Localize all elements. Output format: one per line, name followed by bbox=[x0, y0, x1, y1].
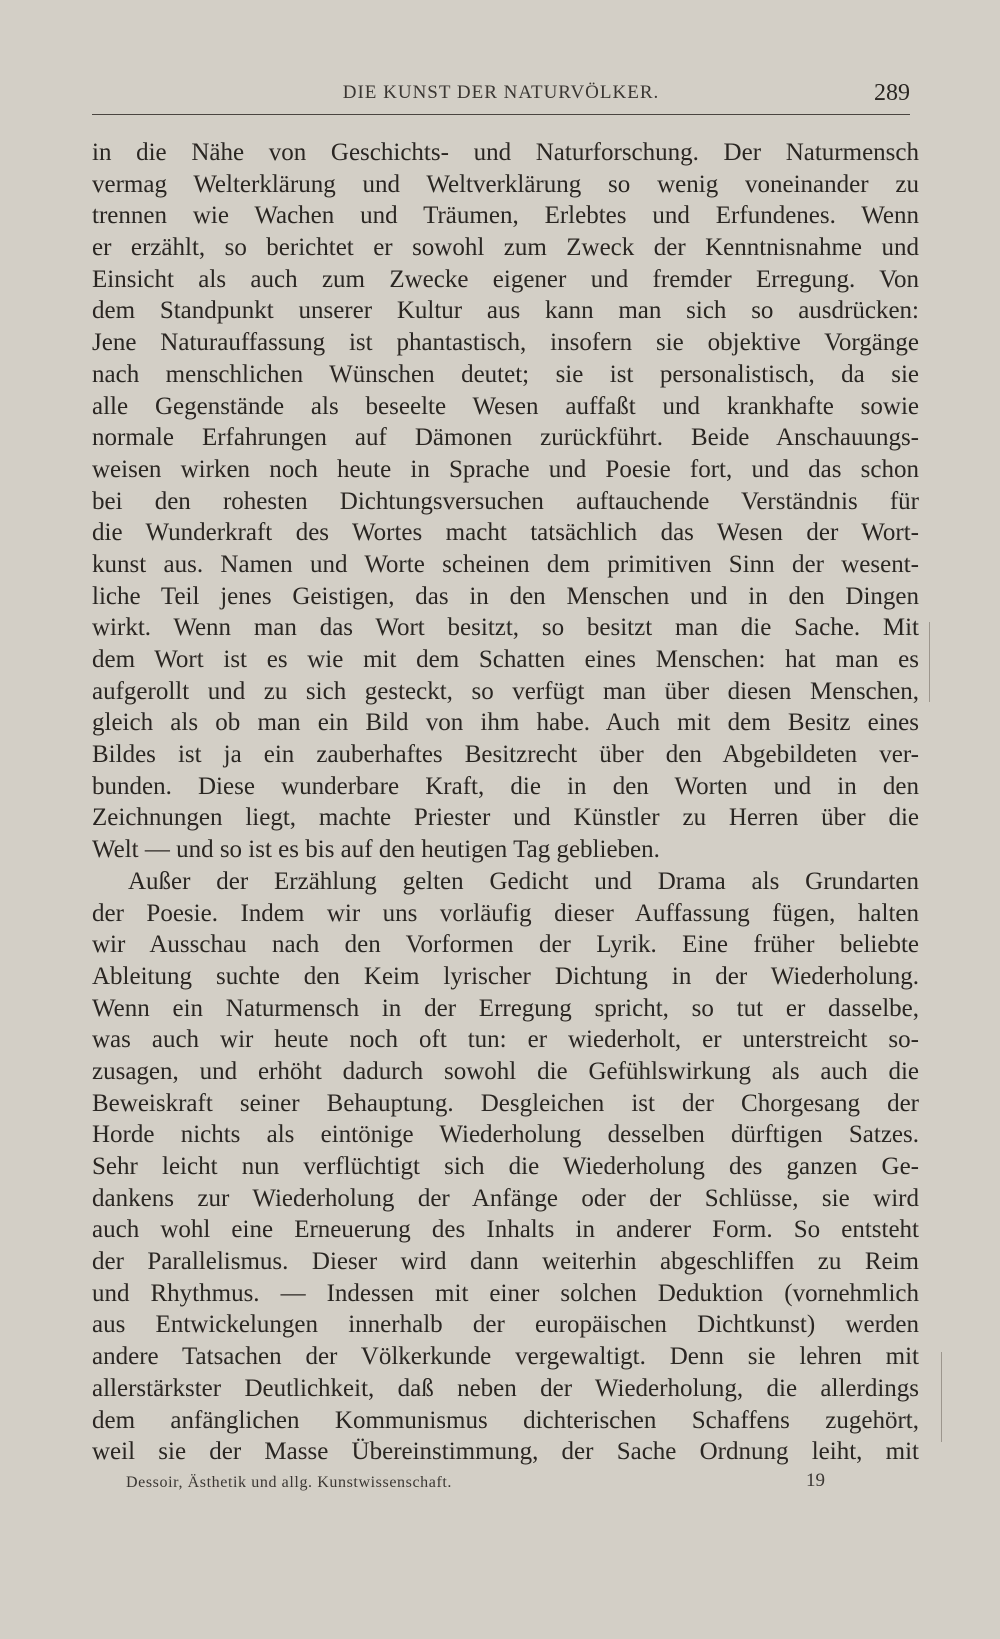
text-line: alle Gegenstände als beseelte Wesen auffaßt und krankhafte sowie bbox=[92, 392, 919, 420]
text-line: aufgerollt und zu sich gesteckt, so verfügt man über diesen Menschen, bbox=[92, 677, 919, 705]
text-line: allerstärkster Deutlichkeit, daß neben der Wiederholung, die allerdings bbox=[92, 1374, 919, 1402]
running-head bbox=[92, 76, 910, 115]
page-number: 289 bbox=[874, 80, 910, 106]
text-line: gleich als ob man ein Bild von ihm habe. Auch mit dem Besitz eines bbox=[92, 709, 919, 737]
margin-mark bbox=[941, 1352, 942, 1442]
text-line: der Parallelismus. Dieser wird dann weiterhin abgeschliffen zu Reim bbox=[92, 1248, 919, 1276]
signature-mark: 19 bbox=[806, 1470, 825, 1491]
text-line: Beweiskraft seiner Behauptung. Desgleichen ist der Chorgesang der bbox=[92, 1089, 919, 1117]
text-line: Einsicht als auch zum Zwecke eigener und fremder Erregung. Von bbox=[92, 265, 919, 293]
text-line: Bildes ist ja ein zauberhaftes Besitzrecht über den Abgebildeten ver- bbox=[92, 741, 919, 769]
text-line: weil sie der Masse Übereinstimmung, der Sache Ordnung leiht, mit bbox=[92, 1438, 919, 1466]
text-line: was auch wir heute noch oft tun: er wiederholt, er unterstreicht so- bbox=[92, 1026, 919, 1054]
text-line: vermag Welterklärung und Weltverklärung so wenig voneinander zu bbox=[92, 170, 919, 198]
text-line: Wenn ein Naturmensch in der Erregung spricht, so tut er dasselbe, bbox=[92, 994, 919, 1022]
text-line: Horde nichts als eintönige Wiederholung desselben dürftigen Satzes. bbox=[92, 1121, 919, 1149]
text-line: normale Erfahrungen auf Dämonen zurückführt. Beide Anschauungs- bbox=[92, 424, 919, 452]
text-line: dankens zur Wiederholung der Anfänge oder der Schlüsse, sie wird bbox=[92, 1184, 919, 1212]
text-line: dem Wort ist es wie mit dem Schatten eines Menschen: hat man es bbox=[92, 646, 919, 673]
text-line: andere Tatsachen der Völkerkunde vergewaltigt. Denn sie lehren mit bbox=[92, 1343, 919, 1371]
text-line: und Rhythmus. — Indessen mit einer solchen Deduktion (vornehmlich bbox=[92, 1279, 919, 1307]
text-line: der Poesie. Indem wir uns vorläufig dieser Auffassung fügen, halten bbox=[92, 899, 919, 927]
text-line: Ableitung suchte den Keim lyrischer Dichtung in der Wiederholung. bbox=[92, 962, 919, 990]
text-line: dem anfänglichen Kommunismus dichterischen Schaffens zugehört, bbox=[92, 1406, 919, 1434]
text-line: nach menschlichen Wünschen deutet; sie ist personalistisch, da sie bbox=[92, 360, 919, 388]
text-line: er erzählt, so berichtet er sowohl zum Zweck der Kenntnisnahme und bbox=[92, 234, 919, 262]
body-text bbox=[92, 137, 919, 1468]
paragraph-end-line: Welt — und so ist es bis auf den heutigen Tag geblieben. bbox=[92, 836, 660, 864]
text-line: wirkt. Wenn man das Wort besitzt, so besitzt man die Sache. Mit bbox=[92, 614, 919, 642]
text-line: Sehr leicht nun verflüchtigt sich die Wiederholung des ganzen Ge- bbox=[92, 1153, 919, 1180]
page-footer bbox=[92, 1470, 910, 1500]
text-line: kunst aus. Namen und Worte scheinen dem primitiven Sinn der wesent- bbox=[92, 550, 919, 578]
margin-mark bbox=[929, 622, 930, 702]
text-line: bunden. Diese wunderbare Kraft, die in den Worten und in den bbox=[92, 772, 919, 800]
text-line: aus Entwickelungen innerhalb der europäischen Dichtkunst) werden bbox=[92, 1311, 919, 1339]
text-line: die Wunderkraft des Wortes macht tatsächlich das Wesen der Wort- bbox=[92, 519, 919, 547]
text-line: liche Teil jenes Geistigen, das in den Menschen und in den Dingen bbox=[92, 582, 919, 610]
text-line: trennen wie Wachen und Träumen, Erlebtes und Erfundenes. Wenn bbox=[92, 202, 919, 230]
text-line: in die Nähe von Geschichts- und Naturforschung. Der Naturmensch bbox=[92, 139, 919, 166]
running-title: DIE KUNST DER NATURVÖLKER. bbox=[342, 82, 660, 103]
paragraph-start-line: Außer der Erzählung gelten Gedicht und Drama als Grundarten bbox=[128, 867, 919, 895]
text-line: weisen wirken noch heute in Sprache und Poesie fort, und das schon bbox=[92, 455, 919, 483]
text-line: zusagen, und erhöht dadurch sowohl die Gefühlswirkung als auch die bbox=[92, 1057, 919, 1085]
text-line: Jene Naturauffassung ist phantastisch, insofern sie objektive Vorgänge bbox=[92, 329, 919, 357]
text-line: Zeichnungen liegt, machte Priester und Künstler zu Herren über die bbox=[92, 804, 919, 832]
text-line: bei den rohesten Dichtungsversuchen auftauchende Verständnis für bbox=[92, 487, 919, 515]
text-line: dem Standpunkt unserer Kultur aus kann man sich so ausdrücken: bbox=[92, 297, 919, 325]
text-line: wir Ausschau nach den Vorformen der Lyrik. Eine früher beliebte bbox=[92, 931, 919, 959]
footer-text: Dessoir, Ästhetik und allg. Kunstwissenschaft. bbox=[126, 1474, 453, 1491]
text-line: auch wohl eine Erneuerung des Inhalts in anderer Form. So entsteht bbox=[92, 1216, 919, 1244]
